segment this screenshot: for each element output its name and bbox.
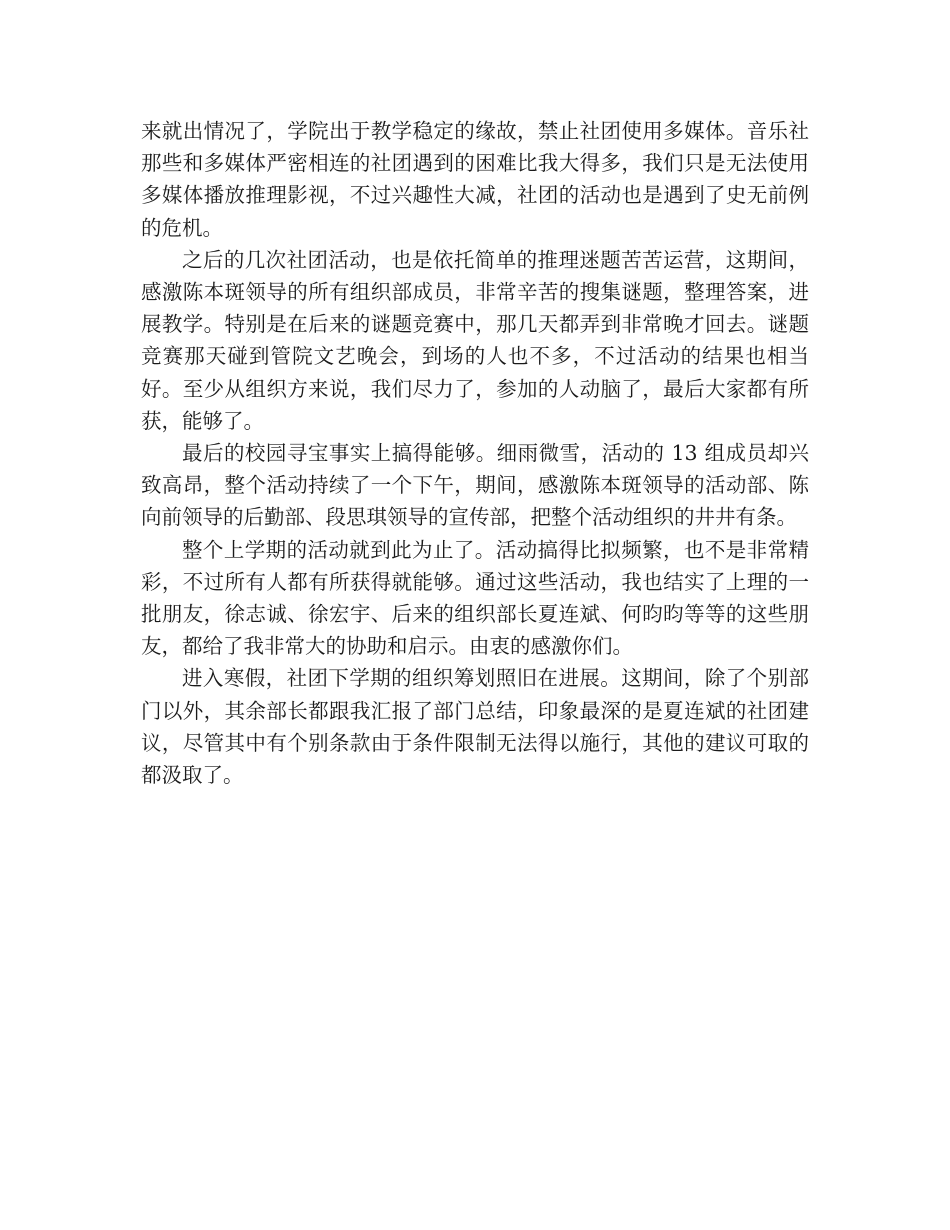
paragraph-4: 整个上学期的活动就到此为止了。活动搞得比拟频繁，也不是非常精彩，不过所有人都有所获得就能够。通过这些活动，我也结实了上理的一批朋友，徐志诚、徐宏宇、后来的组织部长夏连斌、何昀昀等等的这些朋友，都给了我非常大的协助和启示。由衷的感激你们。 bbox=[141, 537, 809, 659]
paragraph-1: 来就出情况了，学院出于教学稳定的缘故，禁止社团使用多媒体。音乐社那些和多媒体严密相连的社团遇到的困难比我大得多，我们只是无法使用多媒体播放推理影视，不过兴趣性大减，社团的活动也是遇到了史无前例的危机。 bbox=[141, 119, 809, 240]
document-body bbox=[141, 115, 809, 791]
paragraph-2: 之后的几次社团活动，也是依托简单的推理迷题苦苦运营，这期间，感激陈本斑领导的所有组织部成员，非常辛苦的搜集谜题，整理答案，进展教学。特别是在后来的谜题竞赛中，那几天都弄到非常晚才回去。谜题竞赛那天碰到管院文艺晚会，到场的人也不多，不过活动的结果也相当好。至少从组织方来说，我们尽力了，参加的人动脑了，最后大家都有所获，能够了。 bbox=[141, 247, 809, 433]
paragraph-3: 最后的校园寻宝事实上搞得能够。细雨微雪，活动的 13 组成员却兴致高昂，整个活动持续了一个下午，期间，感激陈本斑领导的活动部、陈向前领导的后勤部、段思琪领导的宣传部，把整个活动组织的井井有条。 bbox=[141, 441, 809, 530]
paragraph-5: 进入寒假，社团下学期的组织筹划照旧在进展。这期间，除了个别部门以外，其余部长都跟我汇报了部门总结，印象最深的是夏连斌的社团建议，尽管其中有个别条款由于条件限制无法得以施行，其他的建议可取的都汲取了。 bbox=[141, 666, 809, 788]
